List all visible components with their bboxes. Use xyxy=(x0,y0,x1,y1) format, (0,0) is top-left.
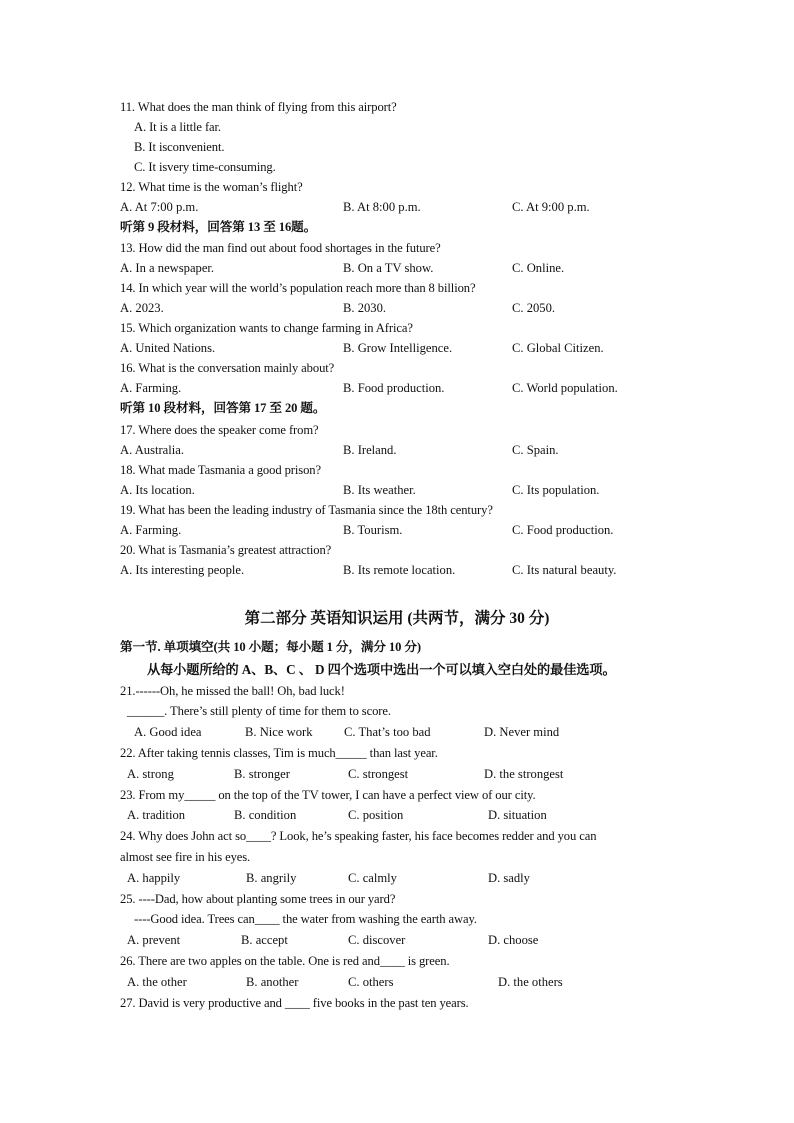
option-b: B. stronger xyxy=(234,767,290,781)
question-stem: 19. What has been the leading industry of Tasmania since the 18th century? xyxy=(120,503,493,517)
option-c: C. 2050. xyxy=(512,301,556,315)
question-stem: 15. Which organization wants to change farming in Africa? xyxy=(120,321,413,335)
option-d: D. choose xyxy=(488,933,539,947)
option-c: C. That’s too bad xyxy=(344,725,431,739)
option-b: B. Its remote location. xyxy=(343,563,456,577)
section-1-instructions: 从每小题所给的 A、B、C 、 D 四个选项中选出一个可以填入空白处的最佳选项。 xyxy=(147,662,616,677)
option-b: B. Nice work xyxy=(245,725,313,739)
option-a: A. Farming. xyxy=(120,523,182,537)
option-b: B. Food production. xyxy=(343,381,445,395)
question-stem: 18. What made Tasmania a good prison? xyxy=(120,463,321,477)
section-9-heading: 听第 9 段材料，回答第 13 至 16题。 xyxy=(120,220,317,234)
question-line-1: 21.------Oh, he missed the ball! Oh, bad luck! xyxy=(120,684,345,698)
option-b: B. Tourism. xyxy=(343,523,403,537)
option-a: A. strong xyxy=(127,767,174,781)
question-line-2: ----Good idea. Trees can____ the water from washing the earth away. xyxy=(134,912,477,926)
option-b: B. At 8:00 p.m. xyxy=(343,200,421,214)
question-line-2: almost see fire in his eyes. xyxy=(120,850,251,864)
option-c: C. Spain. xyxy=(512,443,559,457)
option-a: A. United Nations. xyxy=(120,341,216,355)
option-d: D. situation xyxy=(488,808,547,822)
option-a: A. happily xyxy=(127,871,181,885)
section-1-title: 第一节. 单项填空(共 10 小题；每小题 1 分，满分 10 分) xyxy=(120,640,421,654)
option-d: D. the others xyxy=(498,975,563,989)
option-d: D. the strongest xyxy=(484,767,564,781)
option-a: A. the other xyxy=(127,975,187,989)
option-c: C. Online. xyxy=(512,261,565,275)
question-stem: 22. After taking tennis classes, Tim is much_____ than last year. xyxy=(120,746,438,760)
option-a: A. At 7:00 p.m. xyxy=(120,200,199,214)
option-c: C. At 9:00 p.m. xyxy=(512,200,590,214)
option-c: C. discover xyxy=(348,933,406,947)
option-a: A. Its interesting people. xyxy=(120,563,245,577)
option-a: A. It is a little far. xyxy=(134,120,221,134)
option-c: C. Food production. xyxy=(512,523,614,537)
question-line-1: 24. Why does John act so____? Look, he’s speaking faster, his face becomes redder and you can xyxy=(120,829,597,843)
part-2-title: 第二部分 英语知识运用 (共两节，满分 30 分) xyxy=(244,610,550,627)
question-line-2: ______. There’s still plenty of time for them to score. xyxy=(127,704,391,718)
question-line-1: 25. ----Dad, how about planting some trees in our yard? xyxy=(120,892,396,906)
option-c: C. others xyxy=(348,975,394,989)
option-b: B. condition xyxy=(234,808,297,822)
option-a: A. tradition xyxy=(127,808,186,822)
option-c: C. Global Citizen. xyxy=(512,341,604,355)
option-c: C. strongest xyxy=(348,767,409,781)
option-d: D. sadly xyxy=(488,871,530,885)
question-stem: 14. In which year will the world’s population reach more than 8 billion? xyxy=(120,281,476,295)
option-c: C. calmly xyxy=(348,871,397,885)
section-10-heading: 听第 10 段材料，回答第 17 至 20 题。 xyxy=(120,401,326,415)
option-b: B. It isconvenient. xyxy=(134,140,225,154)
option-c: C. Its population. xyxy=(512,483,600,497)
question-stem: 13. How did the man find out about food shortages in the future? xyxy=(120,241,441,255)
option-d: D. Never mind xyxy=(484,725,560,739)
option-c: C. Its natural beauty. xyxy=(512,563,617,577)
question-stem: 12. What time is the woman’s flight? xyxy=(120,180,303,194)
option-b: B. angrily xyxy=(246,871,297,885)
question-stem: 17. Where does the speaker come from? xyxy=(120,423,319,437)
option-b: B. Grow Intelligence. xyxy=(343,341,453,355)
option-b: B. On a TV show. xyxy=(343,261,434,275)
option-a: A. Farming. xyxy=(120,381,182,395)
option-b: B. Its weather. xyxy=(343,483,416,497)
question-stem: 26. There are two apples on the table. One is red and____ is green. xyxy=(120,954,450,968)
option-a: A. Australia. xyxy=(120,443,185,457)
option-a: A. Good idea xyxy=(134,725,202,739)
option-b: B. 2030. xyxy=(343,301,387,315)
option-c: C. It isvery time-consuming. xyxy=(134,160,276,174)
question-stem: 11. What does the man think of flying from this airport? xyxy=(120,100,397,114)
option-a: A. prevent xyxy=(127,933,181,947)
option-a: A. In a newspaper. xyxy=(120,261,215,275)
option-a: A. Its location. xyxy=(120,483,195,497)
option-c: C. position xyxy=(348,808,404,822)
question-stem: 23. From my_____ on the top of the TV tower, I can have a perfect view of our city. xyxy=(120,788,536,802)
option-b: B. Ireland. xyxy=(343,443,397,457)
question-stem: 27. David is very productive and ____ five books in the past ten years. xyxy=(120,996,469,1010)
question-stem: 16. What is the conversation mainly about? xyxy=(120,361,335,375)
question-stem: 20. What is Tasmania’s greatest attraction? xyxy=(120,543,332,557)
option-a: A. 2023. xyxy=(120,301,164,315)
option-b: B. accept xyxy=(241,933,288,947)
option-b: B. another xyxy=(246,975,299,989)
option-c: C. World population. xyxy=(512,381,618,395)
